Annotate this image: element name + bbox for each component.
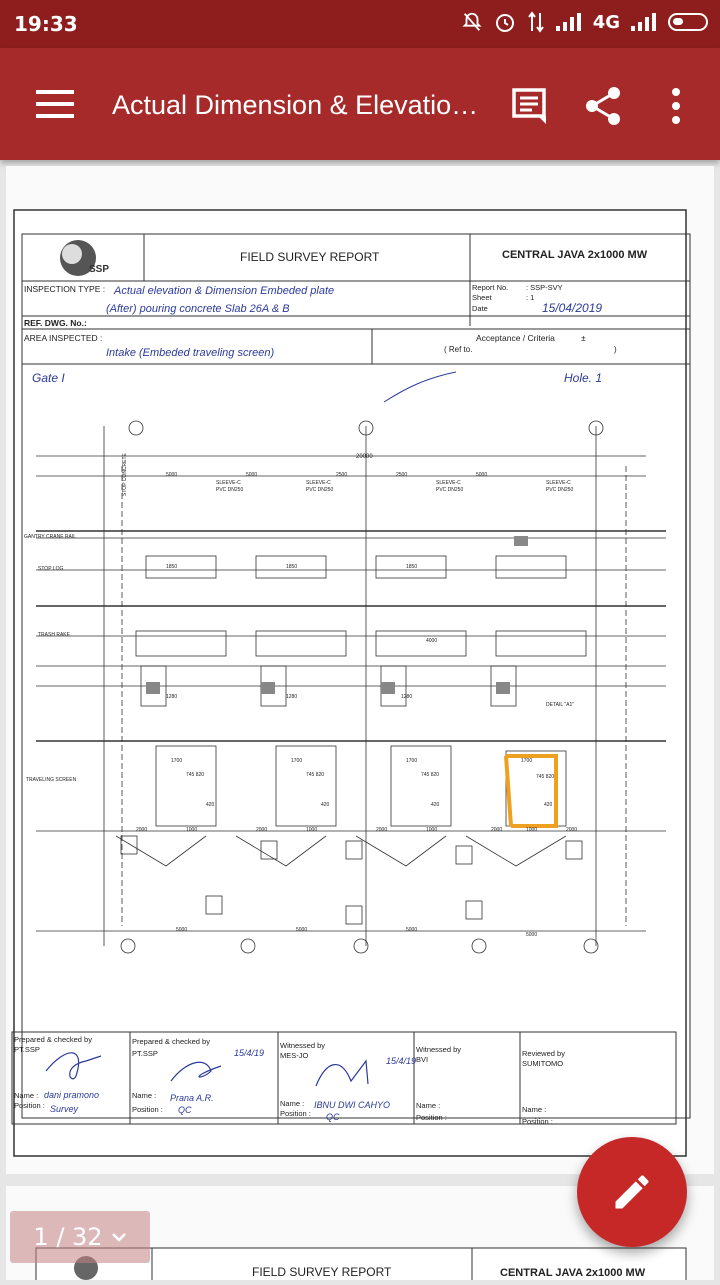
page2-title: FIELD SURVEY REPORT xyxy=(252,1265,392,1279)
signal-icon xyxy=(555,12,583,32)
date-label: Date xyxy=(472,304,488,313)
svg-text:5000: 5000 xyxy=(176,927,188,933)
svg-text:1000: 1000 xyxy=(426,827,438,833)
svg-text:5000: 5000 xyxy=(476,472,488,478)
report-scan xyxy=(6,166,714,1174)
acceptance-pm: ± xyxy=(581,333,586,343)
ref-close: ) xyxy=(614,345,617,354)
page2-project: CENTRAL JAVA 2x1000 MW xyxy=(500,1267,646,1279)
pvc-label: PVC DN250 xyxy=(216,487,244,493)
svg-text:5000: 5000 xyxy=(296,927,308,933)
svg-text:SLEEVE-C: SLEEVE-C xyxy=(436,480,461,486)
ref-to: ( Ref to. xyxy=(444,345,473,354)
network-type: 4G xyxy=(592,11,620,33)
edit-pencil-icon xyxy=(610,1170,654,1214)
area-label: AREA INSPECTED : xyxy=(24,333,103,343)
inspection-type-value-2: (After) pouring concrete Slab 26A & B xyxy=(106,303,290,315)
svg-text:1850: 1850 xyxy=(406,564,418,570)
svg-text:Position :: Position : xyxy=(14,1101,45,1110)
svg-text:15/4/19: 15/4/19 xyxy=(386,1056,417,1066)
svg-text:2000: 2000 xyxy=(136,827,148,833)
svg-text:SUMITOMO: SUMITOMO xyxy=(522,1059,564,1068)
report-no-label: Report No. xyxy=(472,283,509,292)
more-options-icon[interactable] xyxy=(656,84,696,128)
svg-text:420: 420 xyxy=(544,802,553,808)
svg-text:2000: 2000 xyxy=(491,827,503,833)
svg-text:1850: 1850 xyxy=(286,564,298,570)
svg-text:1700: 1700 xyxy=(291,758,303,764)
traveling-label: TRAVELING SCREEN xyxy=(26,777,77,783)
svg-text:420: 420 xyxy=(206,802,215,808)
svg-text:420: 420 xyxy=(431,802,440,808)
inspection-type-value-1: Actual elevation & Dimension Embeded plate xyxy=(114,285,335,297)
svg-text:Prepared & checked by: Prepared & checked by xyxy=(14,1035,92,1044)
svg-text:Witnessed by: Witnessed by xyxy=(416,1045,462,1054)
svg-text:745 820: 745 820 xyxy=(421,772,440,778)
svg-text:1850: 1850 xyxy=(166,564,178,570)
hole-label: Hole. 1 xyxy=(564,371,603,385)
svg-text:Position :: Position : xyxy=(132,1105,163,1114)
acceptance-label: Acceptance / Criteria xyxy=(476,333,555,343)
stop-log-label: STOP LOG xyxy=(38,566,64,572)
svg-text:Name :: Name : xyxy=(416,1101,441,1110)
page-indicator-text: 1 / 32 xyxy=(33,1223,103,1251)
svg-text:5000: 5000 xyxy=(406,927,418,933)
svg-text:5000: 5000 xyxy=(166,472,178,478)
svg-text:1280: 1280 xyxy=(166,694,178,700)
chevron-down-icon xyxy=(111,1231,127,1243)
trash-rake-label: TRASH RAKE xyxy=(38,632,70,638)
svg-text:1700: 1700 xyxy=(521,758,533,764)
svg-text:1280: 1280 xyxy=(401,694,413,700)
svg-text:Prepared & checked by: Prepared & checked by xyxy=(132,1037,210,1046)
status-icons xyxy=(461,10,708,34)
status-time: 19:33 xyxy=(14,12,78,36)
svg-text:745 820: 745 820 xyxy=(186,772,205,778)
svg-text:Position :: Position : xyxy=(522,1117,553,1126)
svg-text:Name :: Name : xyxy=(522,1105,547,1114)
svg-text:PVC DN250: PVC DN250 xyxy=(436,487,464,493)
svg-text:4000: 4000 xyxy=(426,638,438,644)
svg-text:1700: 1700 xyxy=(171,758,183,764)
svg-text:Position :: Position : xyxy=(416,1113,447,1122)
svg-text:15/4/19: 15/4/19 xyxy=(234,1048,265,1058)
svg-text:BVI: BVI xyxy=(416,1055,429,1064)
svg-text:MES-JO: MES-JO xyxy=(280,1051,309,1060)
svg-text:SLEEVE-C: SLEEVE-C xyxy=(306,480,331,486)
date-value: 15/04/2019 xyxy=(542,301,603,315)
stop-concrete-label: STOP CONCRETE xyxy=(122,453,128,496)
svg-text:PVC DN250: PVC DN250 xyxy=(546,487,574,493)
document-title: Actual Dimension & Elevatio… xyxy=(112,90,479,120)
svg-text:QC: QC xyxy=(178,1105,192,1115)
svg-text:1000: 1000 xyxy=(186,827,198,833)
logo-text: SSP xyxy=(89,264,110,275)
svg-text:5000: 5000 xyxy=(246,472,258,478)
svg-text:2000: 2000 xyxy=(376,827,388,833)
svg-text:Position :: Position : xyxy=(280,1109,311,1118)
svg-text:dani pramono: dani pramono xyxy=(44,1090,100,1100)
svg-text:Name :: Name : xyxy=(280,1099,305,1108)
sheet-label: Sheet xyxy=(472,293,492,302)
svg-text:2000: 2000 xyxy=(256,827,268,833)
document-page[interactable] xyxy=(6,166,714,1174)
svg-text:QC: QC xyxy=(326,1112,340,1122)
svg-text:Name :: Name : xyxy=(14,1091,39,1100)
gate-label: Gate I xyxy=(32,371,65,385)
share-icon[interactable] xyxy=(582,84,626,128)
area-value: Intake (Embeded traveling screen) xyxy=(106,347,275,359)
data-transfer-icon xyxy=(527,11,545,33)
svg-text:PT.SSP: PT.SSP xyxy=(132,1049,158,1058)
svg-text:IBNU DWI CAHYO: IBNU DWI CAHYO xyxy=(314,1100,391,1110)
svg-text:1000: 1000 xyxy=(306,827,318,833)
battery-icon xyxy=(668,13,708,31)
svg-text:2500: 2500 xyxy=(336,472,348,478)
svg-text:PVC DN250: PVC DN250 xyxy=(306,487,334,493)
svg-text:DETAIL "A1": DETAIL "A1" xyxy=(546,702,575,708)
comments-icon[interactable] xyxy=(508,84,552,128)
svg-text:1280: 1280 xyxy=(286,694,298,700)
sheet-value: : 1 xyxy=(526,293,535,302)
svg-text:Reviewed by: Reviewed by xyxy=(522,1049,565,1058)
svg-text:2500: 2500 xyxy=(396,472,408,478)
svg-text:PT.SSP: PT.SSP xyxy=(14,1045,40,1054)
status-bar xyxy=(0,0,720,48)
sleeve-label: SLEEVE-C xyxy=(216,480,241,486)
svg-text:745 820: 745 820 xyxy=(306,772,325,778)
svg-text:Name :: Name : xyxy=(132,1091,157,1100)
alarm-icon xyxy=(493,10,517,34)
app-bar xyxy=(0,48,720,160)
report-no-value: : SSP-SVY xyxy=(526,283,563,292)
menu-icon[interactable] xyxy=(36,90,74,118)
page-indicator[interactable] xyxy=(10,1211,150,1263)
svg-text:Prana A.R.: Prana A.R. xyxy=(170,1093,214,1103)
notifications-off-icon xyxy=(461,11,483,33)
svg-text:420: 420 xyxy=(321,802,330,808)
signal-icon-2 xyxy=(630,12,658,32)
ref-dwg-label: REF. DWG. No.: xyxy=(24,318,87,328)
svg-text:1700: 1700 xyxy=(406,758,418,764)
project-name: CENTRAL JAVA 2x1000 MW xyxy=(502,249,648,261)
svg-text:Witnessed by: Witnessed by xyxy=(280,1041,326,1050)
report-title: FIELD SURVEY REPORT xyxy=(240,250,380,264)
svg-text:5000: 5000 xyxy=(526,932,538,938)
edit-button[interactable] xyxy=(577,1137,687,1247)
svg-text:1000: 1000 xyxy=(526,827,538,833)
inspection-type-label: INSPECTION TYPE : xyxy=(24,284,106,294)
svg-text:SLEEVE-C: SLEEVE-C xyxy=(546,480,571,486)
svg-text:2000: 2000 xyxy=(566,827,578,833)
gantry-label: GANTRY CRANE RAIL xyxy=(24,534,77,540)
dim-20000: 20000 xyxy=(356,454,373,460)
svg-text:Survey: Survey xyxy=(50,1104,79,1114)
svg-text:745 820: 745 820 xyxy=(536,774,555,780)
